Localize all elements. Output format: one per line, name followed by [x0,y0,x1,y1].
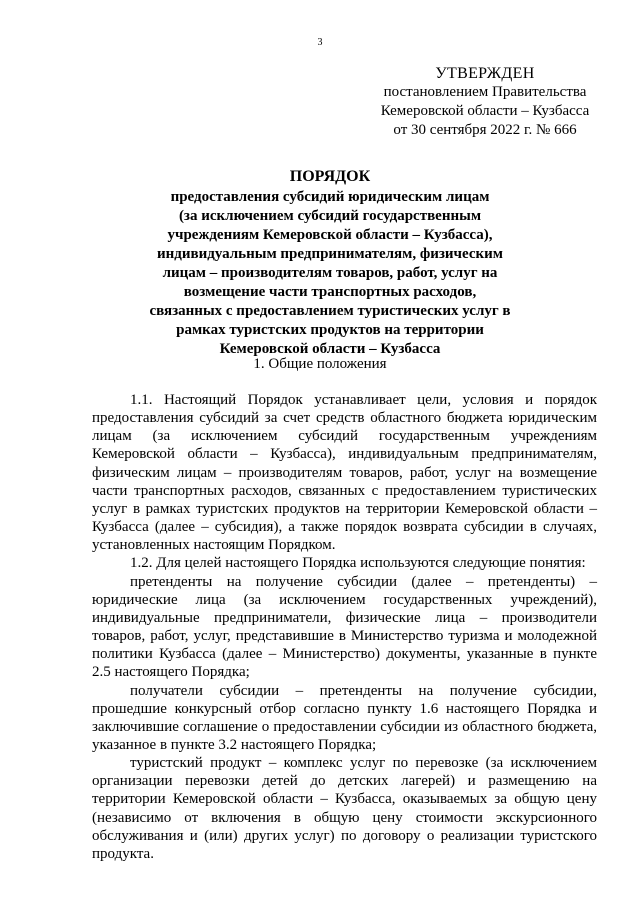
title-line: Кемеровской области – Кузбасса [219,341,441,357]
approval-stamp [370,64,600,140]
title-line: связанных с предоставлением туристических услуг в [149,303,511,319]
document-title-block [100,167,560,359]
title-line: возмещение части транспортных расходов, [183,284,477,300]
definition-applicants: претенденты на получение субсидии (далее – претенденты) – юридические лица (за исключением государственных учреждений), индивидуальные предприниматели, физические лица – производители товаров, работ, услуг, представившие в Министерство туризма и молодежной политики Кузбасса (далее – Министерство) документы, указанные в пункте 2.5 настоящего Порядка; [92,573,597,681]
definition-recipients: получатели субсидии – претенденты на получение субсидии, прошедшие конкурсный отбор согласно пункту 1.6 настоящего Порядка и заключившие соглашение о предоставлении субсидии из областного бюджета, указанное в пункте 3.2 настоящего Порядка; [92,682,597,753]
document-body [92,391,597,863]
title-line: индивидуальным предпринимателям, физическим [156,246,504,262]
page-number: 3 [317,37,323,48]
paragraph-1-1: 1.1. Настоящий Порядок устанавливает цели, условия и порядок предоставления субсидий за счет средств областного бюджета юридическим лицам (за исключением субсидий государственным учреждениям Кемеровской области – Кузбасса), индивидуальным предпринимателям, физическим лицам – производителям товаров, работ, услуг на возмещение части транспортных расходов, связанных с предоставлением туристических услуг в рамках туристских продуктов на территории Кемеровской области – Кузбасса (далее – субсидия), а также порядок возврата субсидии в случаях, установленных настоящим Порядком. [92,392,597,554]
title-line: предоставления субсидий юридическим лицам [170,189,490,205]
paragraph-1-2: 1.2. Для целей настоящего Порядка используются следующие понятия: [130,555,586,572]
title-line: (за исключением субсидий государственным [178,208,482,224]
section-heading: 1. Общие положения [253,356,387,372]
approval-line-1: постановлением Правительства [383,84,587,100]
title-line: учреждениям Кемеровской области – Кузбасса), [167,227,493,243]
approval-line-3: от 30 сентября 2022 г. № 666 [393,122,577,138]
approval-line-2: Кемеровской области – Кузбасса [380,103,590,119]
title-line: лицам – производителям товаров, работ, услуг на [162,265,498,281]
definition-tourist-product: туристский продукт – комплекс услуг по перевозке (за исключением организации перевозки детей до детских лагерей) и размещению на территории Кемеровской области – Кузбасса, оказываемых за общую цену (независимо от включения в общую цену стоимости экскурсионного обслуживания и (или) других услуг) по договору о реализации туристского продукта. [92,755,597,862]
approved-label: УТВЕРЖДЕН [435,65,535,82]
title-line: рамках туристских продуктов на территории [176,322,484,338]
document-title: ПОРЯДОК [289,168,371,185]
